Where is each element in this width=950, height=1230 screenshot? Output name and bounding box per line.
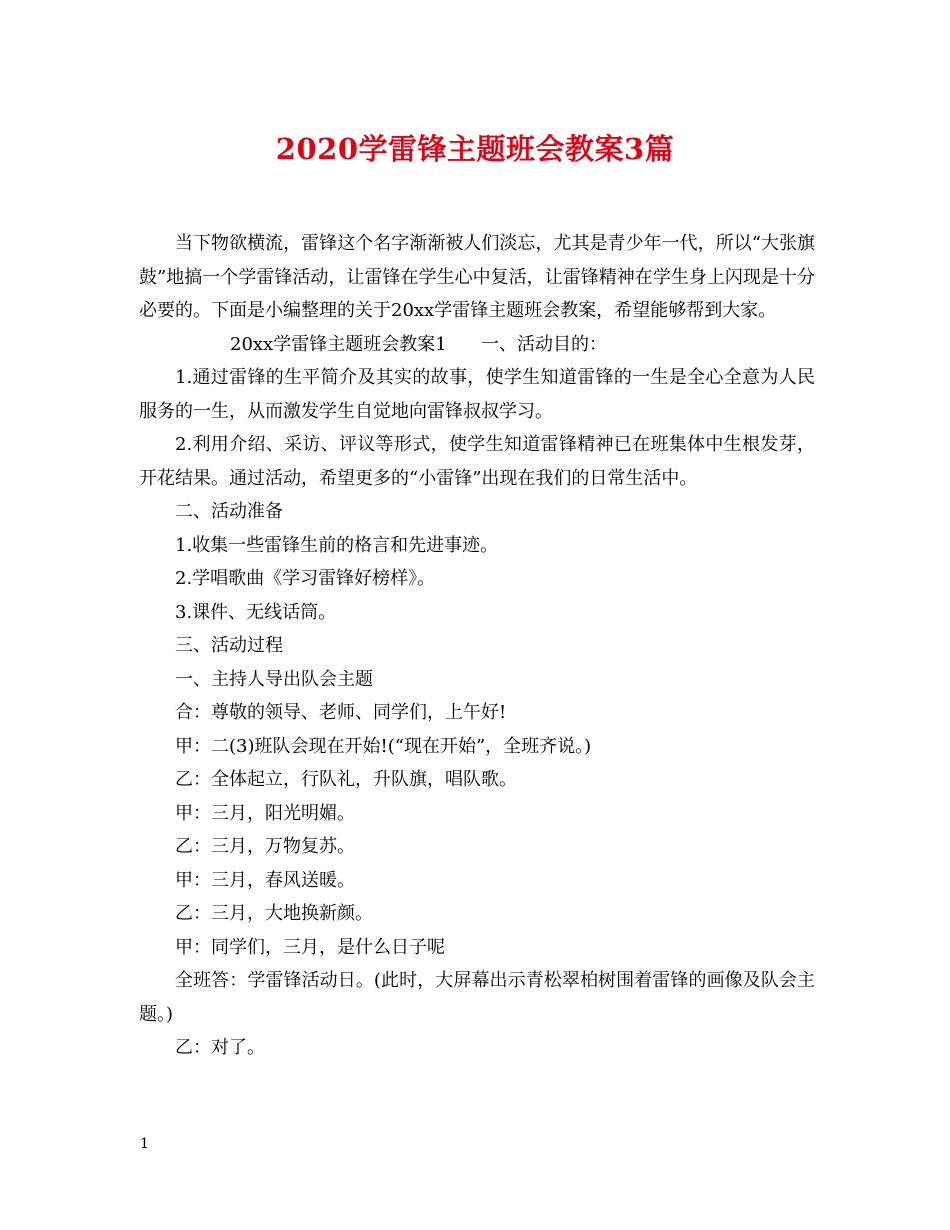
paragraph: 1.通过雷锋的生平简介及其实的故事，使学生知道雷锋的一生是全心全意为人民服务的一生，从而激发学生自觉地向雷锋叔叔学习。 <box>139 367 815 422</box>
paragraph: 2.学唱歌曲《学习雷锋好榜样》。 <box>175 568 436 589</box>
section-heading: 一、主持人导出队会主题 <box>175 668 373 690</box>
dialogue-line: 甲：二(3)班队会现在开始!(“现在开始”，全班齐说。) <box>175 735 592 757</box>
section-heading: 三、活动过程 <box>175 635 283 656</box>
dialogue-line: 全班答：学雷锋活动日。(此时，大屏幕出示青松翠柏树围着雷锋的画像及队会主题。) <box>139 970 815 1025</box>
page-number: 1 <box>140 1136 149 1152</box>
dialogue-line: 乙：三月，大地换新颜。 <box>175 903 373 924</box>
dialogue-line: 乙：全体起立，行队礼，升队旗，唱队歌。 <box>175 769 517 790</box>
document-title: 2020学雷锋主题班会教案3篇 <box>275 132 675 166</box>
section-heading: 20xx学雷锋主题班会教案1 一、活动目的： <box>230 333 607 355</box>
paragraph: 1.收集一些雷锋生前的格言和先进事迹。 <box>175 534 499 556</box>
section-heading: 二、活动准备 <box>175 501 283 522</box>
intro-paragraph: 当下物欲横流，雷锋这个名字渐渐被人们淡忘，尤其是青少年一代，所以“大张旗鼓”地搞一个学雷锋活动，让雷锋在学生心中复活，让雷锋精神在学生身上闪现是十分必要的。下面是小编整理的关于20xx学雷锋主题班会教案，希望能够帮到大家。 <box>139 233 815 321</box>
paragraph: 3.课件、无线话筒。 <box>175 601 337 623</box>
dialogue-line: 甲：三月，春风送暖。 <box>175 869 355 891</box>
dialogue-line: 乙：对了。 <box>175 1037 265 1058</box>
document-body <box>139 227 815 1065</box>
paragraph: 2.利用介绍、采访、评议等形式，使学生知道雷锋精神已在班集体中生根发芽，开花结果。通过活动，希望更多的“小雷锋”出现在我们的日常生活中。 <box>139 434 815 489</box>
dialogue-line: 合：尊敬的领导、老师、同学们，上午好! <box>175 702 507 723</box>
dialogue-line: 甲：同学们，三月，是什么日子呢 <box>175 936 445 958</box>
dialogue-line: 甲：三月，阳光明媚。 <box>175 802 355 824</box>
dialogue-line: 乙：三月，万物复苏。 <box>175 836 355 857</box>
